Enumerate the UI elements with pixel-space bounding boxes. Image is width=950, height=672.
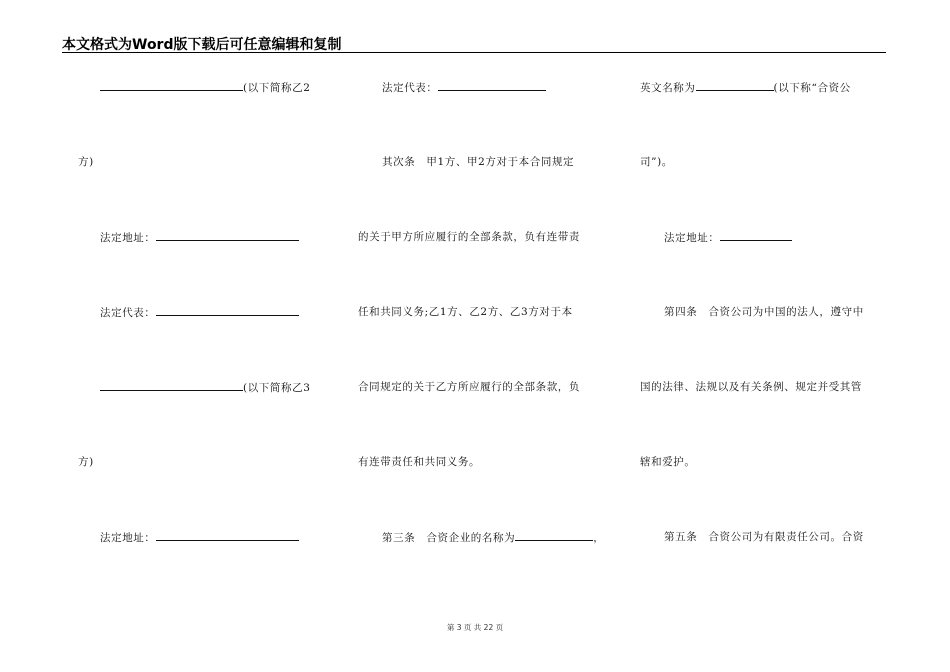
col2-line-4: 任和共同义务;乙1方、乙2方、乙3方对于本 [358, 306, 573, 318]
col1-line-3-text: 法定地址： [100, 232, 156, 244]
col1-line-4 [100, 305, 299, 320]
column-2 [352, 0, 612, 672]
document-header-title: 本文格式为Word版下载后可任意编辑和复制 [62, 37, 342, 53]
col3-line-5: 国的法律、法规以及有关条例、规定并受其管 [640, 381, 862, 393]
fill-blank [156, 230, 299, 241]
col1-line-4-text: 法定代表： [100, 307, 156, 319]
col2-line-7 [382, 530, 604, 545]
col1-line-1-text: (以下简称乙2 [243, 82, 311, 94]
col1-line-6: 方) [78, 456, 94, 468]
col1-line-7-text: 法定地址： [100, 532, 156, 544]
col3-line-6: 辖和爱护。 [640, 456, 696, 468]
col1-line-2: 方) [78, 156, 94, 168]
col1-line-7 [100, 530, 299, 545]
col1-line-1 [100, 80, 310, 95]
col2-line-2: 其次条 甲1方、甲2方对于本合同规定 [382, 156, 575, 168]
col2-line-5: 合同规定的关于乙方所应履行的全部条款，负 [358, 381, 580, 393]
fill-blank [156, 530, 299, 541]
col3-line-1-text: 英文名称为 [640, 82, 696, 94]
fill-blank [696, 80, 774, 91]
fill-blank [156, 305, 299, 316]
col2-line-7-text: 第三条 合资企业的名称为 [382, 532, 516, 544]
fill-blank [100, 380, 243, 391]
col3-line-3 [664, 230, 792, 245]
col3-line-1 [640, 80, 851, 95]
column-1 [70, 0, 330, 672]
col2-line-1 [382, 80, 546, 95]
fill-blank [720, 230, 792, 241]
col2-line-7-comma: ， [593, 532, 605, 544]
col3-line-1-tail: (以下称“合资公 [773, 82, 851, 94]
col3-line-3-text: 法定地址： [664, 232, 720, 244]
column-3 [634, 0, 894, 672]
col2-line-3: 的关于甲方所应履行的全部条款，负有连带责 [358, 231, 580, 243]
page-number: 第 3 页 共 22 页 [446, 623, 504, 632]
col1-line-5-text: (以下简称乙3 [243, 382, 311, 394]
col1-line-5 [100, 380, 310, 395]
col3-line-4: 第四条 合资公司为中国的法人，遵守中 [664, 306, 864, 318]
col2-line-1-text: 法定代表： [382, 82, 438, 94]
fill-blank [515, 530, 593, 541]
col3-line-2: 司”)。 [640, 156, 673, 168]
fill-blank [100, 80, 243, 91]
col1-line-3 [100, 230, 299, 245]
col2-line-6: 有连带责任和共同义务。 [358, 456, 481, 468]
fill-blank [438, 80, 546, 91]
col3-line-7: 第五条 合资公司为有限责任公司。合资 [664, 531, 864, 543]
